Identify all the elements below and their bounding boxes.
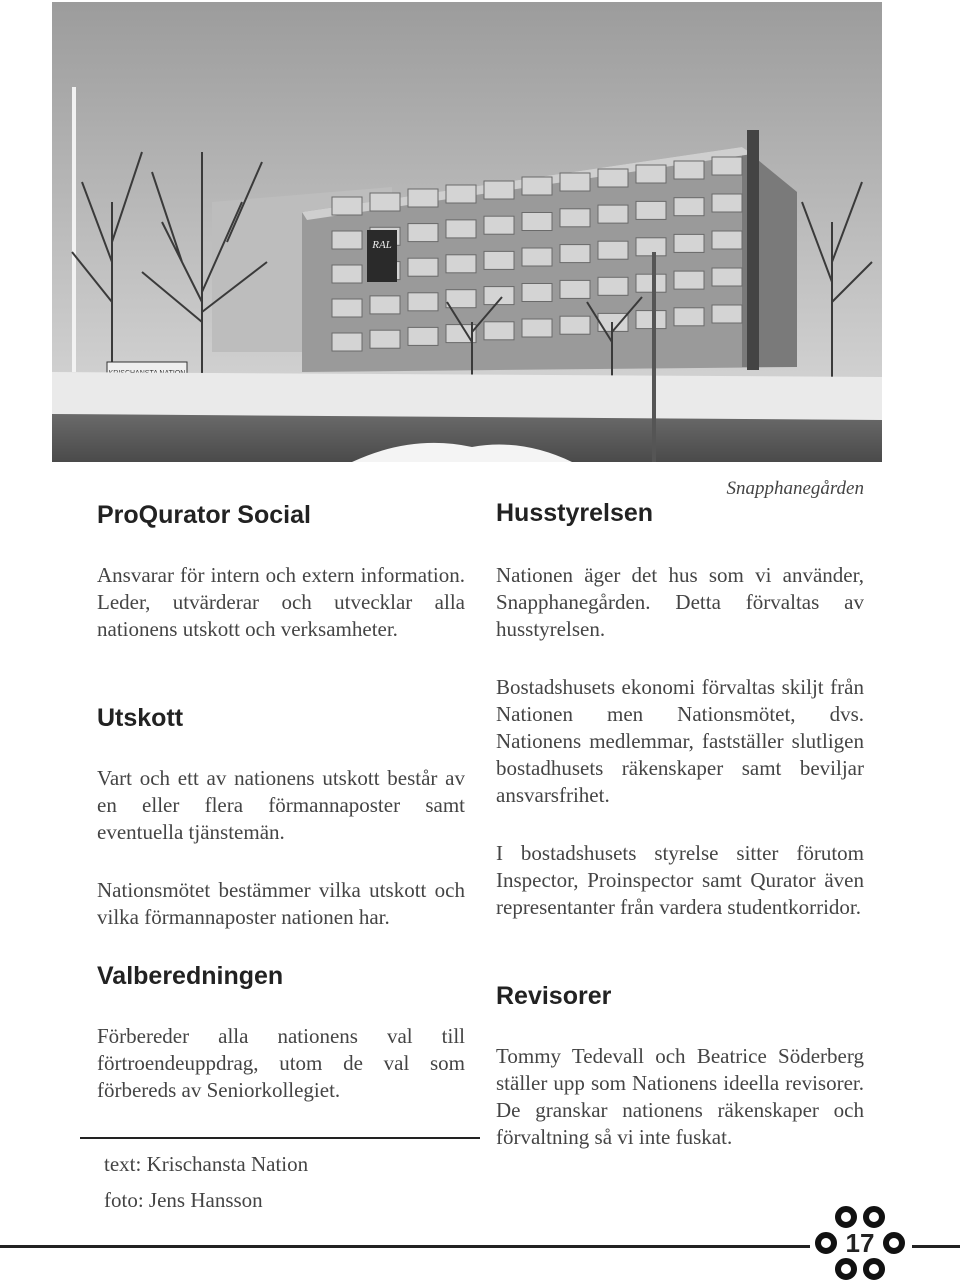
- balcony-panel: [636, 274, 666, 292]
- photo-caption: Snapphanegården: [726, 478, 864, 499]
- balcony-panel: [484, 251, 514, 269]
- balcony-panel: [712, 305, 742, 323]
- balcony-panel: [332, 265, 362, 283]
- heading-husstyrelsen: Husstyrelsen: [496, 499, 654, 527]
- page-number: 17: [845, 1228, 875, 1258]
- balcony-panel: [408, 189, 438, 207]
- photo-credit: foto: Jens Hansson: [104, 1188, 263, 1212]
- balcony-panel: [408, 327, 438, 345]
- balcony-panel: [408, 293, 438, 311]
- balcony-panel: [598, 277, 628, 295]
- revisorer-text: Tommy Tedevall och Beatrice Söderberg ställer upp som Nationens ideella revisorer. De granskar nationens räkenskaper och förvaltning så vi inte fuskat.: [496, 1044, 864, 1149]
- balcony-panel: [636, 238, 666, 256]
- balcony-panel: [522, 177, 552, 195]
- husstyrelsen-text-1: Nationen äger det hus som vi använder, Snapphanegården. Detta förvaltas av husstyrelsen.: [496, 563, 864, 641]
- balcony-panel: [446, 220, 476, 238]
- balcony-panel: [598, 241, 628, 259]
- proqurator-text: Ansvarar för intern och extern information. Leder, utvärderar och utvecklar alla nationens utskott och verksamheter.: [97, 563, 465, 641]
- balcony-panel: [674, 308, 704, 326]
- balcony-panel: [446, 290, 476, 308]
- balcony-panel: [370, 296, 400, 314]
- balcony-panel: [446, 255, 476, 273]
- balcony-panel: [560, 173, 590, 191]
- balcony-panel: [636, 201, 666, 219]
- balcony-panel: [408, 258, 438, 276]
- balcony-panel: [560, 209, 590, 227]
- balcony-panel: [332, 197, 362, 215]
- balcony-panel: [370, 330, 400, 348]
- balcony-panel: [560, 316, 590, 334]
- balcony-panel: [636, 311, 666, 329]
- balcony-panel: [332, 333, 362, 351]
- heading-proqurator-social: ProQurator Social: [97, 501, 311, 529]
- balcony-panel: [484, 181, 514, 199]
- balcony-panel: [484, 322, 514, 340]
- svg-text:RAL: RAL: [372, 239, 392, 251]
- balcony-panel: [560, 280, 590, 298]
- balcony-panel: [598, 205, 628, 223]
- husstyrelsen-text-3: I bostadshusets styrelse sitter förutom Inspector, Proinspector samt Qurator även representanter från vardera studentkorridor.: [496, 841, 864, 919]
- balcony-panel: [332, 231, 362, 249]
- balcony-panel: [674, 161, 704, 179]
- balcony-panel: [712, 157, 742, 175]
- footer-rule-right: [912, 1245, 960, 1248]
- balcony-panel: [712, 268, 742, 286]
- balcony-panel: [522, 284, 552, 302]
- balcony-panel: [560, 245, 590, 263]
- footer-rule-left: [0, 1245, 810, 1248]
- balcony-panel: [636, 165, 666, 183]
- heading-utskott: Utskott: [97, 704, 184, 732]
- valberedningen-text: Förbereder alla nationens val till förtroendeuppdrag, utom de val som förbereds av Seniorkollegiet.: [97, 1024, 465, 1102]
- balcony-panel: [674, 271, 704, 289]
- husstyrelsen-text-2: Bostadshusets ekonomi förvaltas skiljt från Nationen men Nationsmötet, dvs. Nationens medlemmar, fastställer slutligen bostadhusets räkenskaper samt beviljar ansvarsfrihet.: [496, 675, 864, 807]
- utskott-text-2: Nationsmötet bestämmer vilka utskott och vilka förmannaposter nationen har.: [97, 878, 465, 929]
- balcony-panel: [712, 194, 742, 212]
- balcony-panel: [712, 231, 742, 249]
- balcony-panel: [446, 185, 476, 203]
- text-credit: text: Krischansta Nation: [104, 1152, 309, 1176]
- balcony-panel: [332, 299, 362, 317]
- balcony-panel: [674, 234, 704, 252]
- balcony-panel: [598, 169, 628, 187]
- balcony-panel: [484, 216, 514, 234]
- balcony-panel: [522, 248, 552, 266]
- balcony-panel: [674, 198, 704, 216]
- heading-valberedningen: Valberedningen: [97, 962, 284, 990]
- utskott-text-1: Vart och ett av nationens utskott består av en eller flera förmannaposter samt eventuella tjänstemän.: [97, 766, 465, 844]
- balcony-panel: [522, 319, 552, 337]
- balcony-panel: [522, 213, 552, 231]
- building-photo: [52, 2, 882, 462]
- balcony-panel: [370, 193, 400, 211]
- balcony-panel: [408, 224, 438, 242]
- heading-revisorer: Revisorer: [496, 982, 612, 1010]
- credits-divider: [80, 1137, 480, 1139]
